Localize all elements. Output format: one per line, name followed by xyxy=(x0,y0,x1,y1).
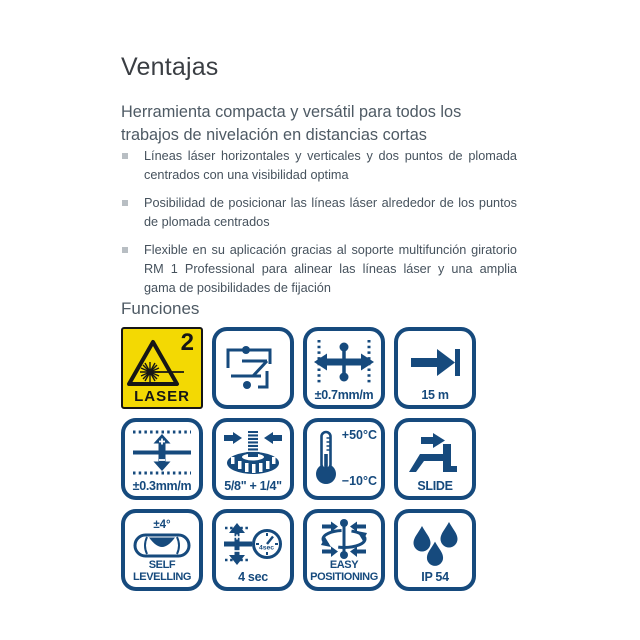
feature-tile-laser-class xyxy=(121,327,203,409)
feature-tile-laser-lines xyxy=(212,327,294,409)
list-item xyxy=(121,241,517,298)
slide-mount-icon xyxy=(407,431,463,475)
easy-positioning-label-line1: EASY xyxy=(329,559,359,572)
functions-section-title: Funciones xyxy=(121,299,200,318)
self-levelling-label-line2: LEVELLING xyxy=(132,571,192,584)
list-item-text: Líneas láser horizontales y verticales y dos puntos de plomada centrados con una visibilidad optima xyxy=(144,149,517,182)
tripod-thread-label: 5/8" + 1/4" xyxy=(224,478,282,493)
laser-lines-icon xyxy=(224,340,282,398)
horizontal-accuracy-icon xyxy=(312,339,376,385)
feature-tile-accuracy-vertical xyxy=(121,418,203,500)
feature-tile-self-levelling xyxy=(121,509,203,591)
tripod-thread-icon xyxy=(221,429,285,477)
range-arrow-icon xyxy=(407,342,463,382)
bullet-marker xyxy=(122,247,128,253)
feature-tile-temperature xyxy=(303,418,385,500)
feature-tile-easy-positioning xyxy=(303,509,385,591)
bullet-marker xyxy=(122,200,128,206)
temperature-min-label: −10°C xyxy=(341,474,377,488)
page-title: Ventajas xyxy=(121,53,219,81)
levelling-time-label: 4 sec xyxy=(238,569,268,584)
feature-tile-working-range xyxy=(394,327,476,409)
list-item-text: Flexible en su aplicación gracias al soporte multifunción giratorio RM 1 Professional para alinear las líneas láser y una amplia gama de posibilidades de fijación xyxy=(144,243,517,295)
laser-class-number: 2 xyxy=(180,329,194,356)
spirit-level-icon xyxy=(133,533,191,558)
bullet-marker xyxy=(122,153,128,159)
functions-grid xyxy=(121,327,476,591)
advantages-list xyxy=(121,147,517,307)
accuracy-vertical-label: ±0.3mm/m xyxy=(132,478,192,493)
levelling-time-icon xyxy=(223,520,283,568)
feature-tile-protection-class xyxy=(394,509,476,591)
easy-positioning-icon xyxy=(315,518,373,560)
temperature-max-label: +50°C xyxy=(341,428,377,442)
water-drops-icon xyxy=(408,521,462,567)
laser-warning-icon xyxy=(127,339,185,389)
accuracy-horizontal-label: ±0.7mm/m xyxy=(314,387,374,402)
thermometer-icon xyxy=(311,430,341,486)
vertical-accuracy-icon xyxy=(130,429,194,476)
easy-positioning-label-line2: POSITIONING xyxy=(310,571,378,584)
feature-tile-tripod-thread xyxy=(212,418,294,500)
protection-class-label: IP 54 xyxy=(421,569,449,584)
working-range-label: 15 m xyxy=(421,387,449,402)
list-item xyxy=(121,194,517,232)
self-levelling-label-line1: SELF xyxy=(148,559,176,572)
clock-seconds-text: 4sec xyxy=(258,544,275,552)
laser-label: LASER xyxy=(134,388,190,405)
list-item-text: Posibilidad de posicionar las líneas láser alrededor de los puntos de plomada centrados xyxy=(144,196,517,229)
list-item xyxy=(121,147,517,185)
feature-tile-levelling-time xyxy=(212,509,294,591)
feature-tile-accuracy-horizontal xyxy=(303,327,385,409)
self-levelling-angle-label: ±4° xyxy=(153,518,171,531)
slide-label: SLIDE xyxy=(417,478,453,493)
feature-tile-slide xyxy=(394,418,476,500)
page-subtitle: Herramienta compacta y versátil para todos los trabajos de nivelación en distancias cortas xyxy=(121,103,462,144)
